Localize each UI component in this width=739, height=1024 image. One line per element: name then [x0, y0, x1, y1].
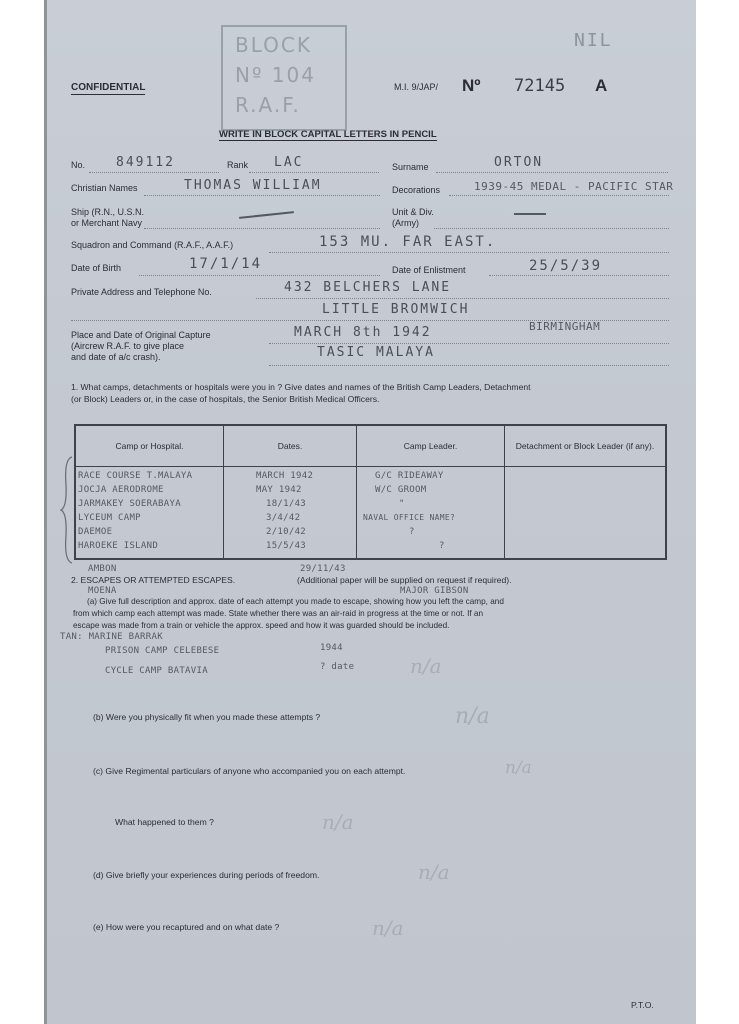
- q2c-text: (c) Give Regimental particulars of anyone who accompanied you on each attempt.: [93, 766, 406, 776]
- address-line-2: LITTLE BROMWICH: [322, 302, 470, 317]
- surname-label: Surname: [392, 162, 429, 172]
- stamp-line-1: BLOCK: [235, 33, 312, 57]
- q1-text-1: 1. What camps, detachments or hospitals were you in ? Give dates and names of the British Camp Leaders, Detachment: [71, 382, 531, 392]
- q2e-text: (e) How were you recaptured and on what date ?: [93, 922, 280, 932]
- dob-value: 17/1/14: [189, 256, 263, 272]
- na-answer-c2: n/a: [322, 810, 354, 834]
- christian-names-label: Christian Names: [71, 183, 138, 193]
- address-line-1: 432 BELCHERS LANE: [284, 280, 452, 295]
- brace-mark: [60, 455, 74, 565]
- q2d-text: (d) Give briefly your experiences during periods of freedom.: [93, 870, 320, 880]
- confidential-label: CONFIDENTIAL: [71, 82, 146, 93]
- header-detachment-leader: Detachment or Block Leader (if any).: [505, 425, 667, 467]
- camp-leader: W/C GROOM: [375, 485, 427, 495]
- leader-column: [357, 467, 505, 560]
- q2c2-text: What happened to them ?: [115, 817, 214, 827]
- camp-name: JOCJA AERODROME: [78, 485, 164, 495]
- camps-table: [74, 424, 667, 560]
- camp-leader: ": [399, 499, 405, 509]
- squadron-label: Squadron and Command (R.A.F., A.A.F.): [71, 240, 234, 250]
- extra-date-2: ? date: [320, 662, 355, 672]
- camp-date: 3/4/42: [266, 513, 301, 523]
- q2a-line-1: (a) Give full description and approx. date of each attempt you made to escape, showing how you left the camp, and: [87, 597, 504, 606]
- camp-name: HAROEKE ISLAND: [78, 541, 159, 551]
- overflow-leader: MAJOR GIBSON: [400, 586, 469, 596]
- camp-date: 2/10/42: [266, 527, 307, 537]
- camp-leader: ?: [409, 527, 415, 537]
- detachment-column: [505, 467, 667, 560]
- overflow-camp: AMBON: [88, 564, 117, 574]
- extra-camp-1: TAN: MARINE BARRAK: [60, 632, 163, 642]
- capture-value-1: MARCH 8th 1942: [294, 325, 432, 340]
- q1-text-2: (or Block) Leaders or, in the case of hospitals, the Senior British Medical Officers.: [71, 394, 380, 404]
- surname-value: ORTON: [494, 155, 544, 170]
- camp-date: MAY 1942: [256, 485, 302, 495]
- camp-date: 18/1/43: [266, 499, 307, 509]
- overflow-camp-2: MOENA: [88, 586, 117, 596]
- overflow-date: 29/11/43: [300, 564, 346, 574]
- q2a-line-3: escape was made from a train or vehicle the approx. speed and how it was guarded should be included.: [73, 621, 450, 630]
- na-answer-c: n/a: [505, 758, 532, 778]
- instruction-heading: WRITE IN BLOCK CAPITAL LETTERS IN PENCIL: [219, 129, 437, 140]
- ref-prefix: M.I. 9/JAP/: [394, 82, 439, 92]
- unit-dash: [514, 213, 546, 215]
- header-dates: Dates.: [224, 425, 357, 467]
- christian-names-value: THOMAS WILLIAM: [184, 178, 322, 193]
- capture-value-2: TASIC MALAYA: [317, 345, 435, 360]
- unit-label-2: (Army): [392, 218, 419, 228]
- rank-label: Rank: [227, 160, 249, 170]
- ref-suffix: A: [595, 76, 608, 95]
- address-label: Private Address and Telephone No.: [71, 287, 212, 297]
- q2-title: 2. ESCAPES OR ATTEMPTED ESCAPES.: [71, 575, 236, 585]
- extra-camp-2: PRISON CAMP CELEBESE: [105, 646, 220, 656]
- camp-name: RACE COURSE T.MALAYA: [78, 471, 193, 481]
- enlistment-label: Date of Enlistment: [392, 265, 466, 275]
- pto-label: P.T.O.: [631, 1000, 654, 1010]
- capture-label-1: Place and Date of Original Capture: [71, 330, 211, 340]
- header-camp: Camp or Hospital.: [75, 425, 224, 467]
- ship-dash: [239, 211, 294, 219]
- camp-date: 15/5/43: [266, 541, 307, 551]
- camp-date: MARCH 1942: [256, 471, 314, 481]
- ref-no-label: Nº: [462, 76, 481, 95]
- extra-date-1: 1944: [320, 643, 343, 653]
- na-answer-b: n/a: [455, 704, 490, 729]
- camp-name: DAEMOE: [78, 527, 113, 537]
- capture-label-2: (Aircrew R.A.F. to give place: [71, 341, 185, 351]
- camp-leader: ?: [439, 541, 445, 551]
- na-answer-e: n/a: [372, 916, 404, 940]
- address-line-3: BIRMINGHAM: [529, 320, 601, 333]
- dates-column: [224, 467, 357, 560]
- squadron-value: 153 MU. FAR EAST.: [319, 234, 497, 250]
- decorations-label: Decorations: [392, 185, 441, 195]
- camp-leader: G/C RIDEAWAY: [375, 471, 444, 481]
- rank-value: LAC: [274, 155, 304, 170]
- service-no-value: 849112: [116, 155, 175, 170]
- ship-label-2: or Merchant Navy: [71, 218, 143, 228]
- unit-label-1: Unit & Div.: [392, 207, 434, 217]
- decorations-value: 1939-45 MEDAL - PACIFIC STAR: [474, 180, 674, 193]
- stamp-line-3: R.A.F.: [235, 93, 301, 117]
- camp-name: JARMAKEY SOERABAYA: [78, 499, 181, 509]
- handwritten-mark: NIL: [574, 30, 613, 51]
- camp-column: [75, 467, 224, 560]
- na-answer-a: n/a: [410, 654, 442, 678]
- dob-label: Date of Birth: [71, 263, 122, 273]
- ship-label-1: Ship (R.N., U.S.N.: [71, 207, 145, 217]
- na-answer-d: n/a: [418, 860, 450, 884]
- header-camp-leader: Camp Leader.: [357, 425, 505, 467]
- block-stamp: [221, 25, 347, 131]
- q2a-line-2: from which camp each attempt was made. State whether there was an air-raid in progress at the time or not. If an: [73, 609, 484, 618]
- ref-number: 72145: [514, 76, 566, 96]
- extra-camp-3: CYCLE CAMP BATAVIA: [105, 666, 208, 676]
- q2-note: (Additional paper will be supplied on request if required).: [297, 575, 512, 585]
- stamp-line-2: Nº 104: [235, 63, 316, 87]
- q2b-text: (b) Were you physically fit when you made these attempts ?: [93, 712, 321, 722]
- service-no-label: No.: [71, 160, 86, 170]
- capture-label-3: and date of a/c crash).: [71, 352, 161, 362]
- camp-leader: NAVAL OFFICE NAME?: [363, 513, 456, 522]
- enlistment-value: 25/5/39: [529, 258, 603, 274]
- camp-name: LYCEUM CAMP: [78, 513, 141, 523]
